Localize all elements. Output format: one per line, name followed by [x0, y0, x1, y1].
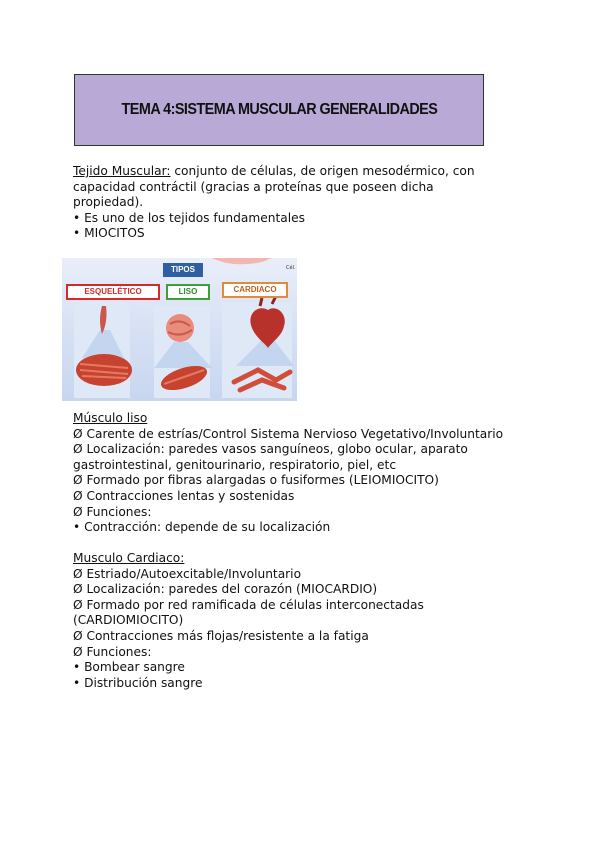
- cardiaco-line: Ø Estriado/Autoexcitable/Involuntario: [73, 566, 302, 581]
- cardiaco-line: Ø Formado por red ramificada de células interconectadas: [73, 597, 424, 612]
- cardiaco-label: CARDIACO: [222, 282, 288, 298]
- esqueletico-label: ESQUELÉTICO: [66, 284, 160, 300]
- title-box: [74, 74, 484, 146]
- liso-line: Ø Contracciones lentas y sostenidas: [73, 488, 295, 503]
- liso-label: LISO: [166, 284, 210, 300]
- intro-bullet-1: • Es uno de los tejidos fundamentales: [73, 210, 305, 225]
- decor-fragment: [212, 258, 272, 264]
- intro-line-3: propiedad).: [73, 195, 144, 210]
- liso-line: Ø Carente de estrías/Control Sistema Nervioso Vegetativo/Involuntario: [73, 426, 504, 441]
- cardiaco-heading: Musculo Cardiaco:: [73, 551, 185, 565]
- cardiaco-line: Ø Contracciones más flojas/resistente a la fatiga: [73, 628, 369, 643]
- cardiaco-line: • Distribución sangre: [73, 675, 203, 690]
- liso-line: Ø Formado por fibras alargadas o fusiformes (LEIOMIOCITO): [73, 473, 439, 488]
- cardiaco-line: Ø Localización: paredes del corazón (MIOCARDIO): [73, 582, 378, 597]
- intro-line-2: capacidad contráctil (gracias a proteínas que poseen dicha: [73, 179, 434, 194]
- intro-section: [73, 164, 543, 242]
- tipos-label: TIPOS: [163, 263, 203, 277]
- liso-line: gastrointestinal, genitourinario, respiratorio, piel, etc: [73, 457, 397, 472]
- liso-line: Ø Funciones:: [73, 504, 152, 519]
- liso-section: [73, 411, 543, 536]
- corner-label: Cél.: [286, 265, 296, 271]
- cardiaco-line: Ø Funciones:: [73, 644, 152, 659]
- liso-line: • Contracción: depende de su localización: [73, 520, 331, 535]
- intro-bullet-2: • MIOCITOS: [73, 226, 145, 241]
- intro-term: Tejido Muscular:: [73, 164, 171, 178]
- muscle-types-figure: [62, 258, 297, 401]
- intro-line-1: Tejido Muscular: conjunto de células, de origen mesodérmico, con: [73, 164, 475, 178]
- liso-line: Ø Localización: paredes vasos sanguíneos, globo ocular, aparato: [73, 442, 468, 457]
- cardiaco-line: (CARDIOMIOCITO): [73, 613, 184, 628]
- liso-heading: Músculo liso: [73, 411, 148, 425]
- cardiaco-section: [73, 551, 543, 691]
- intestine-icon: [166, 314, 194, 342]
- muscle-illustration: [62, 258, 297, 401]
- page-title: TEMA 4:SISTEMA MUSCULAR GENERALIDADES: [121, 101, 437, 118]
- cardiaco-line: • Bombear sangre: [73, 660, 185, 675]
